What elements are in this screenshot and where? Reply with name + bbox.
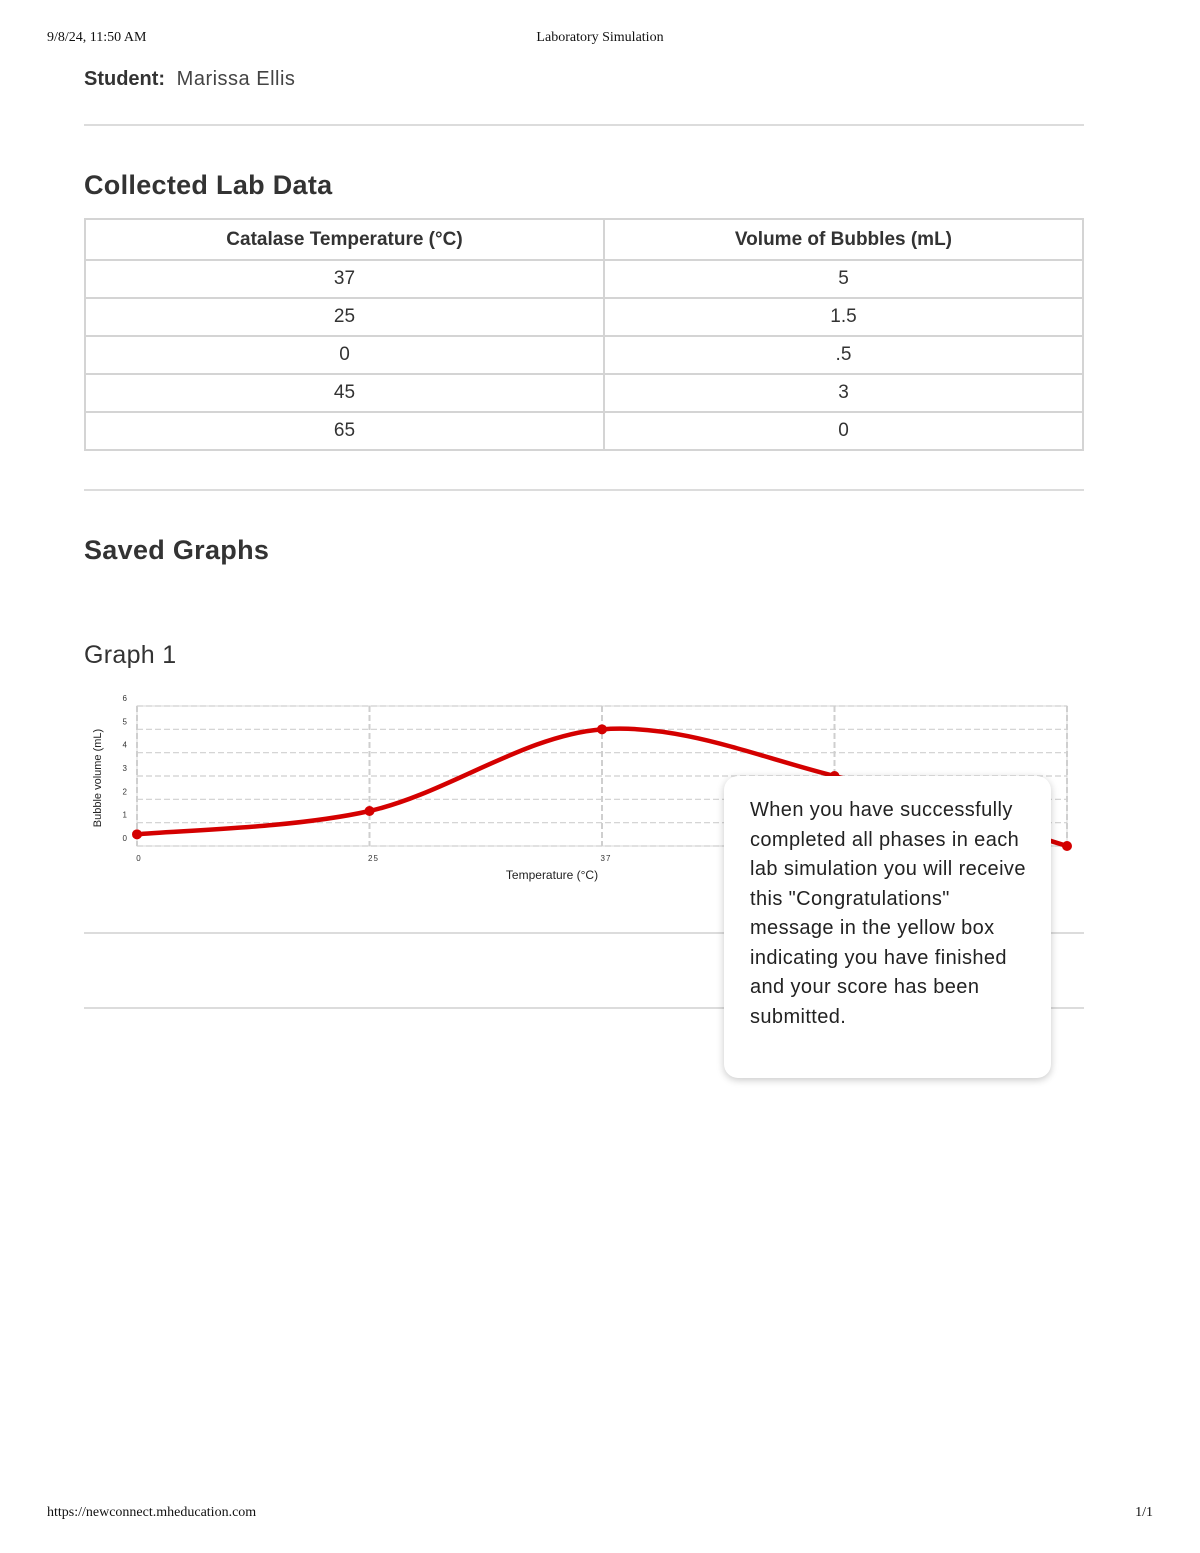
student-line [84,68,295,91]
cell-volume: 5 [604,260,1083,298]
cell-temperature: 45 [85,374,604,412]
table-row [85,336,1083,374]
divider [84,489,1084,491]
page-number: 1/1 [1135,1505,1153,1520]
table-row [85,412,1083,450]
graph-title: Graph 1 [84,641,177,669]
cell-temperature: 0 [85,336,604,374]
column-header-temperature: Catalase Temperature (°C) [85,219,604,260]
print-header [0,30,1200,50]
y-tick-label: 6 [122,694,127,703]
lab-data-heading: Collected Lab Data [84,170,333,200]
lab-data-table [84,218,1084,451]
table-row [85,260,1083,298]
cell-temperature: 65 [85,412,604,450]
data-point [597,724,607,734]
cell-volume: 1.5 [604,298,1083,336]
student-label: Student: [84,68,166,90]
y-tick-label: 5 [122,717,127,727]
x-tick-label: 25 [368,854,379,863]
help-tooltip [724,776,1051,1078]
y-tick-label: 1 [122,810,127,820]
cell-volume: .5 [604,336,1083,374]
column-header-volume: Volume of Bubbles (mL) [604,219,1083,260]
table-row [85,374,1083,412]
cell-temperature: 37 [85,260,604,298]
print-title: Laboratory Simulation [536,30,664,45]
saved-graphs-heading: Saved Graphs [84,535,270,565]
divider [84,124,1084,126]
print-url: https://newconnect.mheducation.com [47,1505,257,1520]
y-tick-label: 2 [122,787,127,797]
x-axis-label: Temperature (°C) [505,868,599,882]
y-axis-label: Bubble volume (mL) [92,728,104,828]
y-tick-label: 0 [122,834,127,843]
table-row [85,298,1083,336]
print-footer [0,1505,1200,1525]
x-tick-label: 0 [136,854,142,863]
y-tick-label: 3 [122,764,127,773]
y-tick-label: 4 [122,740,127,750]
cell-volume: 3 [604,374,1083,412]
cell-volume: 0 [604,412,1083,450]
table-header-row [85,219,1083,260]
x-tick-label: 37 [600,854,612,863]
data-point [132,829,142,839]
tooltip-text: When you have successfully completed all phases in each lab simulation you will receive this "Congratulations" message in the yellow box indicating you have finished and your score has been submitted. [750,799,1026,1028]
print-datetime: 9/8/24, 11:50 AM [47,30,147,45]
cell-temperature: 25 [85,298,604,336]
data-point [1062,841,1072,851]
data-point [365,806,375,816]
student-name: Marissa Ellis [176,68,296,90]
